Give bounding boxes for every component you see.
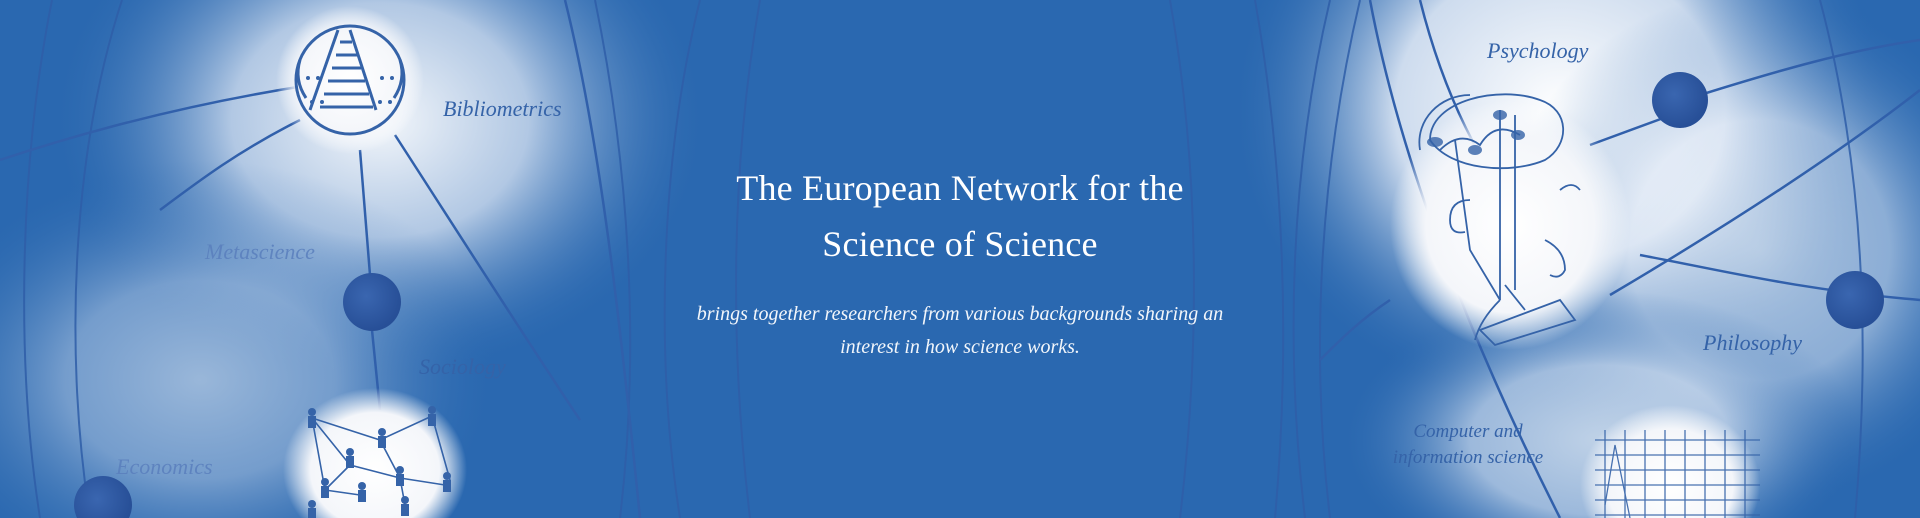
computer-science-label-line1: Computer and xyxy=(1413,421,1523,442)
philosophy-label: Philosophy xyxy=(1703,330,1802,355)
bibliometrics-icon xyxy=(276,6,424,154)
network-dot-icon xyxy=(343,273,401,331)
hero-subtitle: brings together researchers from various backgrounds sharing an interest in how science works. xyxy=(696,303,1224,358)
metascience-label: Metascience xyxy=(205,239,315,264)
computer-science-label xyxy=(1368,419,1568,471)
network-dot-icon xyxy=(1652,72,1708,128)
sociology-label: Sociology xyxy=(419,354,506,379)
page-title-line1: The European Network for the xyxy=(736,168,1184,208)
computer-science-label-line2: information science xyxy=(1392,447,1544,468)
hero-text xyxy=(660,160,1260,364)
economics-label: Economics xyxy=(116,454,213,479)
page-title xyxy=(660,160,1260,272)
psychology-label: Psychology xyxy=(1487,38,1589,63)
bibliometrics-label: Bibliometrics xyxy=(443,96,562,121)
page-title-line2: Science of Science xyxy=(822,224,1098,264)
network-dot-icon xyxy=(1826,271,1884,329)
